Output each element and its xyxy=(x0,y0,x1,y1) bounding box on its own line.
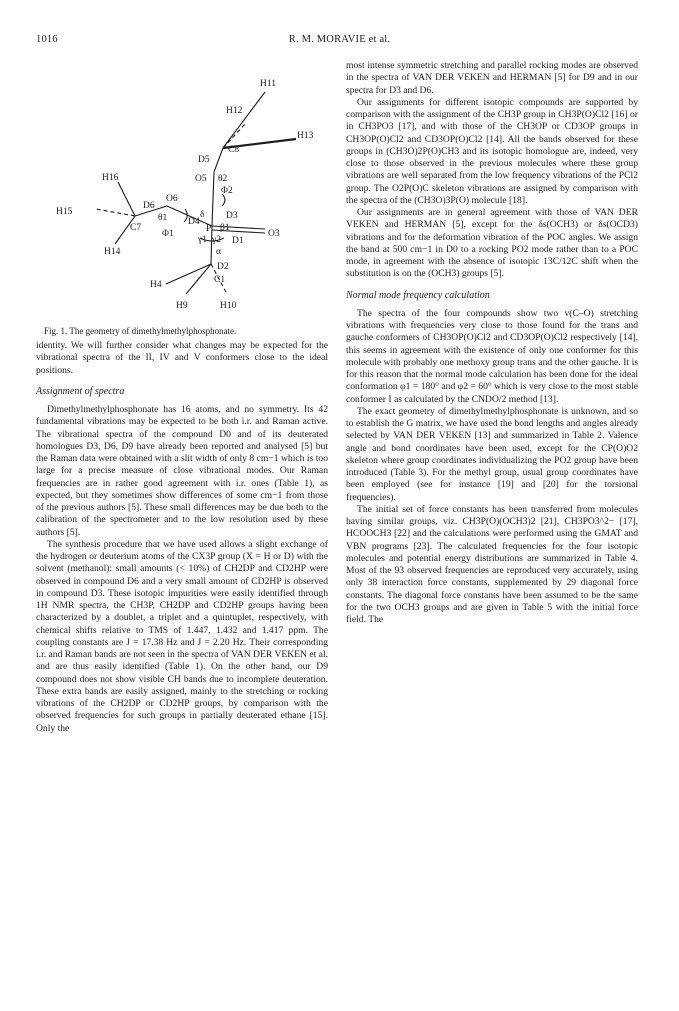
atom-label: P xyxy=(206,224,212,234)
figure-caption: Fig. 1. The geometry of dimethylmethylphosphonate. xyxy=(44,326,237,336)
atom-label: H13 xyxy=(297,131,314,141)
paragraph: Our assignments for different isotopic compounds are supported by comparison with the assignment of the CH3P group in CH3P(O)Cl2 [16] or in CH3PO3 [17], and with those of the CH3OP or CD3OP groups in CH3OP(O)Cl2 and CD3OP(O)Cl2 [14]. All the bands observed for these groups in (CH3O)2P(O)CH3 and its isotopic homologue are, indeed, very close to those observed in the previous molecules where these group vibrations are well separated from the low frequency vibrations of the PCl2 group. The O2P(O)C skeleton vibrations are assigned by comparison with the spectra of the (CH3O)3P(O) molecule [18]. xyxy=(346,96,638,206)
atom-label: H11 xyxy=(260,79,277,89)
atom-label: O5 xyxy=(195,174,207,184)
right-column xyxy=(346,60,638,626)
atom-label: D5 xyxy=(198,155,210,165)
atom-label: O6 xyxy=(166,194,178,204)
atom-label: H15 xyxy=(56,207,73,217)
atom-label: γ2 xyxy=(212,235,221,245)
atom-label: β1 xyxy=(220,223,230,233)
atom-label: θ2 xyxy=(218,174,228,184)
paragraph: The exact geometry of dimethylmethylphosphonate is unknown, and so to establish the G matrix, we have used the bond lengths and angles already selected by VAN DER VEKEN [13] and summarized in Table 2. Valence angle and bond coordinates have been used, except for the CP(O)O2 skeleton where group coordinates individualizing the PO2 group have been introduced (Table 3). For the methyl group, usual group coordinates have been employed (see for instance [19] and [20] for the torsional frequencies). xyxy=(346,405,638,503)
atom-label: α xyxy=(216,247,221,257)
atom-label: D6 xyxy=(143,201,155,211)
atom-label: γ1 xyxy=(198,235,207,245)
running-head: R. M. MORAVIE et al. xyxy=(288,34,391,45)
bond-c8-h11 xyxy=(223,92,265,148)
atom-label: Φ2 xyxy=(221,186,233,196)
bond-c1-h4 xyxy=(166,264,211,284)
left-column xyxy=(36,340,328,735)
paragraph: The spectra of the four compounds show two v(C–O) stretching vibrations with frequencies very close to those found for the trans and gauche conformers of CH3OP(O)Cl2 and CD3OP(O)Cl2 respectively [14], this seems in agreement with the existence of only one conformer for this molecule with probably one methoxy group trans and the other gauche. It is for this reason that the normal mode calculation has been done for the ideal conformation φ1 = 180° and φ2 = 60° which is very close to the most stable conformer I as calculated by the CNDO/2 method [13]. xyxy=(346,307,638,405)
atom-label: O3 xyxy=(268,229,280,239)
atom-label: H12 xyxy=(226,106,243,116)
bond-c1-h9 xyxy=(186,264,211,294)
atom-label: θ1 xyxy=(158,213,168,223)
page-number: 1016 xyxy=(36,34,58,45)
section-heading: Assignment of spectra xyxy=(36,385,125,397)
atom-label: C8 xyxy=(228,145,240,155)
section-heading: Normal mode frequency calculation xyxy=(346,289,490,301)
atom-label: D2 xyxy=(217,262,229,272)
atom-label: Φ1 xyxy=(162,229,174,239)
paragraph: The synthesis procedure that we have used allows a slight exchange of the hydrogen or deuterium atoms of the CX3P group (X = H or D) with the solvent (methanol): small amounts (< 10%) of CH2DP and CD2HP were observed in compound D6 and a very small amount of CD2HP is observed in compound D3. These isotopic impurities were easily identified through 1H NMR spectra, the CH3P, CH2DP and CD2HP groups having been characterized by a doublet, a triplet and a quintuplet, respectively, with chemical shifts relative to TMS of 1.447, 1.432 and 1.417 ppm. The coupling constants are J = 17.38 Hz and J = 2.20 Hz. Their corresponding i.r. and Raman bands are not seen in the spectra of VAN DER VEKEN et al. and are thus easily identified (Table 1). On the other hand, our D9 compound does not show visible CH bands due to incomplete deuteration. These extra bands are easily assigned, mainly to the stretching or rocking vibrations of the CH2DP or CD2HP groups, by comparison with the observed frequencies for such groups in partially deuterated ethane [15]. Only the xyxy=(36,538,329,734)
bond-c8-o5 xyxy=(214,148,223,172)
atom-label: H4 xyxy=(150,280,162,290)
atom-label: H14 xyxy=(104,247,121,257)
bond-c7-h16 xyxy=(118,182,135,216)
atom-label: δ xyxy=(200,210,205,220)
bond-o5-p xyxy=(212,172,214,226)
atom-label: H16 xyxy=(102,173,119,183)
angle-arc-theta1 xyxy=(184,209,187,222)
molecule-diagram xyxy=(40,58,330,323)
atom-label: C1 xyxy=(214,275,226,285)
atom-label: D4 xyxy=(188,217,200,227)
atom-label: H9 xyxy=(176,301,188,311)
paragraph: identity. We will further consider what changes may be expected for the vibrational spectra of the II, IV and V conformers close to the ideal positions. xyxy=(36,340,328,376)
bond-c7-h15 xyxy=(96,209,135,216)
paragraph: most intense symmetric stretching and parallel rocking modes are observed in the spectra of VAN DER VEKEN and HERMAN [5] for D9 and in our spectra for D3 and D6. xyxy=(346,60,638,96)
atom-label: D1 xyxy=(232,236,244,246)
molecule-figure xyxy=(40,58,330,336)
paragraph: The initial set of force constants has been transferred from molecules having similar groups, viz. CH3P(O)(OCH3)2 [21], CH3PO3^2− [17], HCOOCH3 [22] and the calculations were performed using the GMAT and VBN programs [23]. The calculated frequencies for the four isotopic molecules and potential energy distributions are summarized in Table 4. Most of the 93 observed frequencies are reproduced very accurately, using only 38 interaction force constants, supplemented by 29 diagonal force constants. The diagonal force constants have been assumed to be the same for the two OCH3 groups and are given in Table 5 with the initial force field. The xyxy=(346,503,638,625)
paragraph: Dimethylmethylphosphonate has 16 atoms, and no symmetry. Its 42 fundamental vibrations may be expected to be both i.r. and Raman active. The vibrational spectra of the compound D0 and of its deuterated homologues D3, D6, D9 have already been reported and analysed [5] but the Raman data were obtained with a slit width of only 8 cm−1 which is too large for a precise measure of close vibrational modes. Our Raman frequencies are in rather good agreement with i.r. ones (Table 1), as expected, but they sometimes show differences of some cm−1 from those of the previous authors [5]. These small differences may be due both to the calibration of the spectrometer and to the low resolution used by these authors [5]. xyxy=(36,404,328,538)
atom-label: D3 xyxy=(226,211,238,221)
atom-label: H10 xyxy=(220,301,237,311)
atom-label: C7 xyxy=(130,223,142,233)
paragraph: Our assignments are in general agreement with those of VAN DER VEKEN and HERMAN [5], except for the δs(OCH3) or δs(OCD3) vibrations and for the deformation vibration of the POC angles. We assign the band at 500 cm−1 in D0 to a rocking PO2 mode rather than to a POC mode, in agreement with the absence of isotopic 13C/12C shift when the substitution is on the (OCH3) groups [5]. xyxy=(346,207,638,280)
